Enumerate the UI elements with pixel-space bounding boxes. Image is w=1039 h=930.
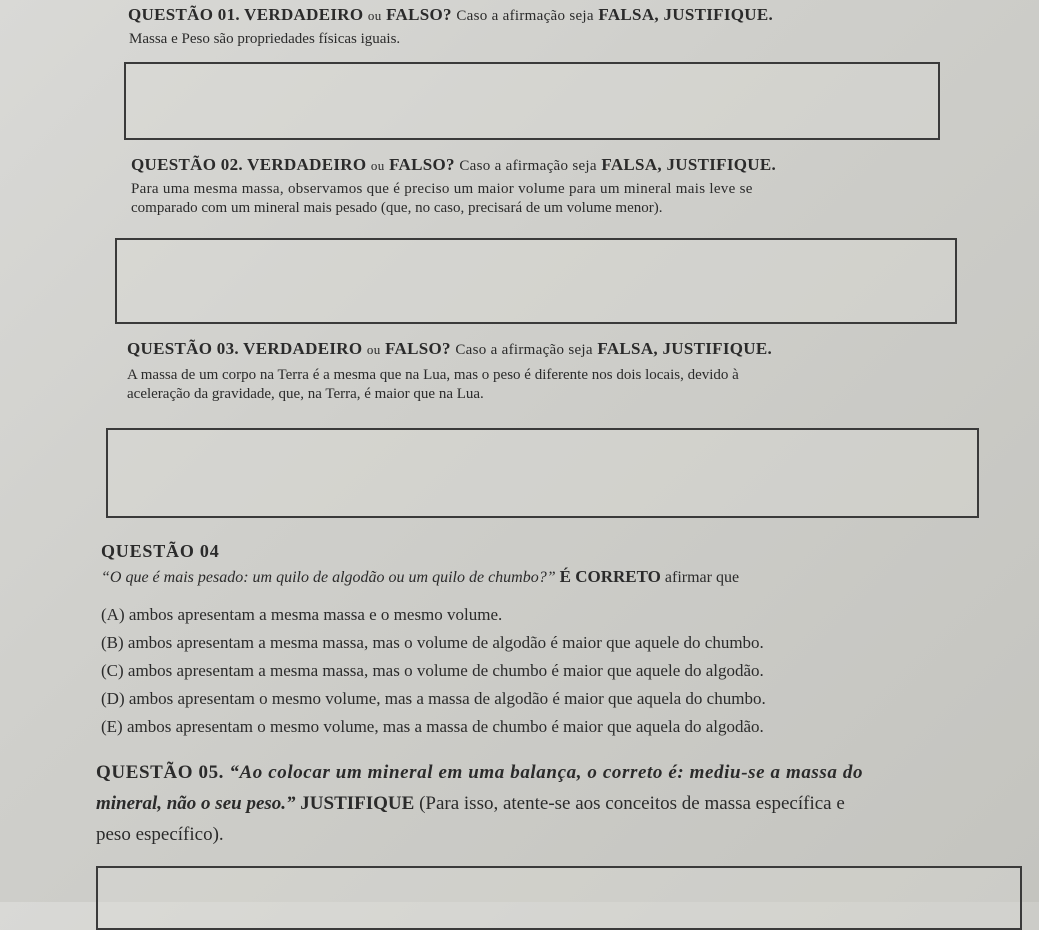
answer-box-05[interactable] bbox=[96, 866, 1022, 930]
question-05-line1: QUESTÃO 05. “Ao colocar um mineral em uma balança, o correto é: mediu-se a massa do bbox=[96, 762, 864, 783]
question-04-prompt: “O que é mais pesado: um quilo de algodão ou um quilo de chumbo?” É CORRETO afirmar que bbox=[101, 567, 740, 586]
answer-box-03[interactable] bbox=[106, 428, 979, 518]
question-05 bbox=[96, 757, 1031, 850]
question-03 bbox=[127, 338, 1027, 403]
option-a[interactable]: (A) ambos apresentam a mesma massa e o mesmo volume. bbox=[101, 605, 503, 624]
question-04-title: QUESTÃO 04 bbox=[101, 541, 220, 561]
option-c[interactable]: (C) ambos apresentam a mesma massa, mas o volume de chumbo é maior que aquele do algodão. bbox=[101, 661, 764, 680]
question-03-statement-line2: aceleração da gravidade, que, na Terra, é maior que na Lua. bbox=[127, 386, 484, 402]
answer-box-01[interactable] bbox=[124, 62, 940, 140]
question-01-statement: Massa e Peso são propriedades físicas iguais. bbox=[129, 31, 401, 47]
question-02-statement-line2: comparado com um mineral mais pesado (que, no caso, precisará de um volume menor). bbox=[131, 200, 663, 216]
question-05-line3: peso específico). bbox=[96, 824, 224, 845]
question-01-title: QUESTÃO 01. VERDADEIRO ou FALSO? Caso a afirmação seja FALSA, JUSTIFIQUE. bbox=[128, 5, 774, 24]
question-04 bbox=[101, 540, 1031, 741]
question-02-statement-line1: Para uma mesma massa, observamos que é preciso um maior volume para um mineral mais leve se bbox=[131, 181, 753, 197]
question-03-title: QUESTÃO 03. VERDADEIRO ou FALSO? Caso a afirmação seja FALSA, JUSTIFIQUE. bbox=[127, 339, 773, 358]
question-02 bbox=[131, 154, 1031, 217]
question-04-options bbox=[101, 601, 1031, 741]
question-05-line2: mineral, não o seu peso.” JUSTIFIQUE (Para isso, atente-se aos conceitos de massa específica e bbox=[96, 793, 845, 814]
option-d[interactable]: (D) ambos apresentam o mesmo volume, mas a massa de algodão é maior que aquela do chumbo. bbox=[101, 689, 766, 708]
option-b[interactable]: (B) ambos apresentam a mesma massa, mas o volume de algodão é maior que aquele do chumbo. bbox=[101, 633, 764, 652]
question-02-title: QUESTÃO 02. VERDADEIRO ou FALSO? Caso a afirmação seja FALSA, JUSTIFIQUE. bbox=[131, 155, 777, 174]
question-03-statement-line1: A massa de um corpo na Terra é a mesma que na Lua, mas o peso é diferente nos dois locais, devido à bbox=[127, 367, 739, 383]
answer-box-02[interactable] bbox=[115, 238, 957, 324]
question-01 bbox=[128, 4, 1028, 48]
option-e[interactable]: (E) ambos apresentam o mesmo volume, mas a massa de chumbo é maior que aquela do algodão. bbox=[101, 717, 764, 736]
